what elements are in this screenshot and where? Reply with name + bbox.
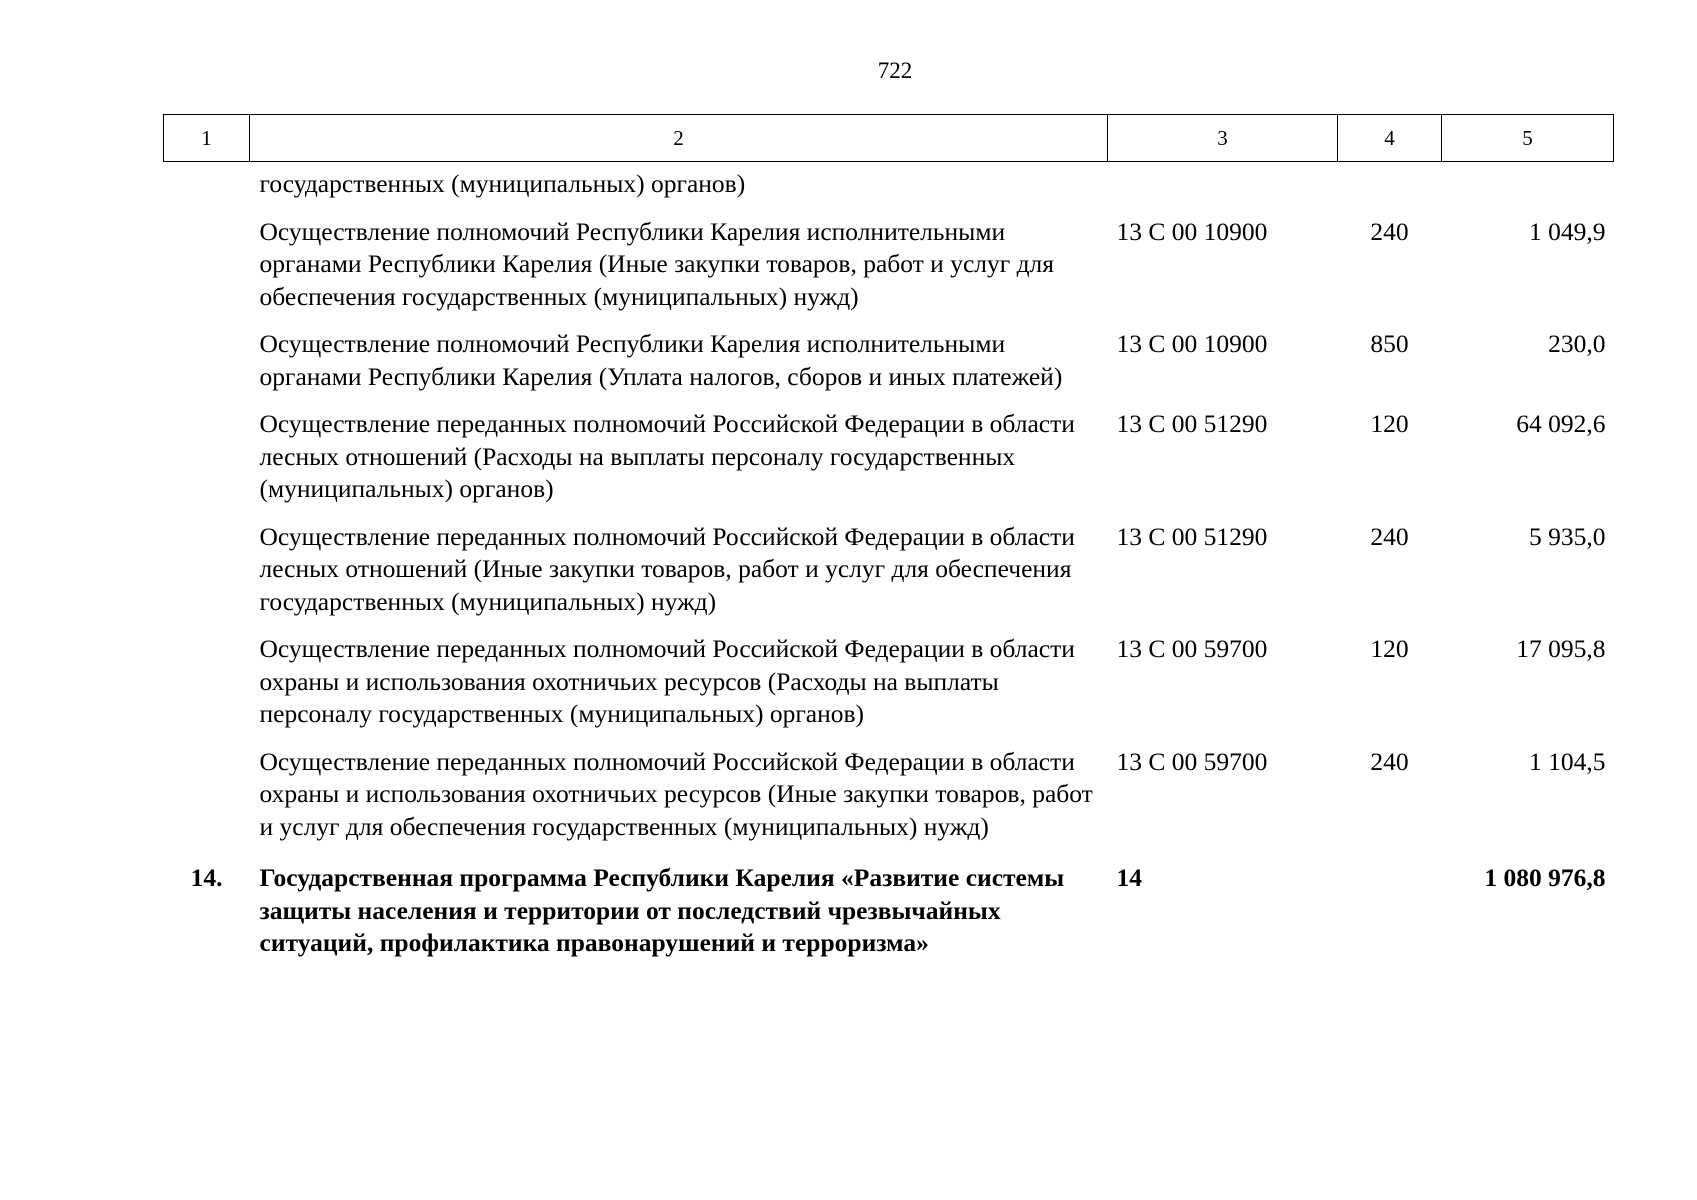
row-number: [164, 618, 250, 731]
row-code: 13 С 00 51290: [1116, 521, 1268, 551]
row-name: Осуществление полномочий Республики Карелия исполнительными органами Республики Карелия (Уплата налогов, сборов и иных платежей): [259, 329, 1063, 391]
row-number: [164, 162, 250, 201]
row-code: 13 С 00 10900: [1116, 329, 1268, 358]
table-header: [164, 115, 1614, 162]
program-code: 14: [1116, 863, 1142, 892]
row-code: 13 С 00 59700: [1116, 746, 1268, 776]
header-col-3: 3: [1108, 115, 1338, 162]
row-amount: 230,0: [1548, 329, 1606, 358]
row-amount: 64 092,6: [1516, 409, 1606, 438]
table-row: [164, 201, 1614, 314]
program-type: [1338, 843, 1442, 960]
row-code: 13 С 00 10900: [1116, 216, 1268, 246]
table-body: [164, 162, 1614, 960]
row-name: Осуществление переданных полномочий Российской Федерации в области лесных отношений (Иные закупки товаров, работ и услуг для обеспечения государственных (муниципальных) нужд): [259, 521, 1075, 616]
row-amount: 1 049,9: [1529, 216, 1606, 246]
header-col-4: 4: [1338, 115, 1442, 162]
program-number: 14.: [190, 863, 223, 892]
row-name: Осуществление переданных полномочий Российской Федерации в области охраны и использования охотничьих ресурсов (Иные закупки товаров, работ и услуг для обеспечения государственных (муниципальных) нужд): [259, 746, 1093, 841]
row-number: [164, 731, 250, 844]
row-code: 13 С 00 51290: [1116, 409, 1268, 438]
row-name: государственных (муниципальных) органов): [259, 169, 746, 198]
row-number: [164, 506, 250, 619]
table-row: [164, 618, 1614, 731]
header-row: [164, 115, 1614, 162]
row-amount: 1 104,5: [1529, 746, 1606, 776]
row-number: [164, 201, 250, 314]
row-amount: [1442, 162, 1614, 201]
row-code: [1108, 162, 1338, 201]
row-name: Осуществление переданных полномочий Российской Федерации в области лесных отношений (Расходы на выплаты персоналу государственных (муниципальных) органов): [259, 409, 1075, 503]
row-amount: 5 935,0: [1529, 521, 1606, 551]
row-number: [164, 313, 250, 393]
row-type: 120: [1370, 634, 1409, 663]
budget-table: [163, 114, 1614, 960]
program-row: [164, 843, 1614, 960]
program-amount: 1 080 976,8: [1484, 863, 1606, 892]
program-name: Государственная программа Республики Карелия «Развитие системы защиты населения и территории от последствий чрезвычайных ситуаций, профилактика правонарушений и терроризма»: [259, 863, 1065, 957]
table-row: [164, 313, 1614, 393]
table-row: [164, 506, 1614, 619]
header-col-1: 1: [164, 115, 250, 162]
page-number: 722: [877, 58, 913, 83]
row-number: [164, 393, 250, 506]
row-type: 120: [1370, 409, 1409, 438]
row-code: 13 С 00 59700: [1116, 634, 1268, 663]
row-type: 240: [1370, 746, 1409, 776]
header-col-2: 2: [250, 115, 1108, 162]
row-amount: 17 095,8: [1516, 634, 1606, 663]
row-type: 850: [1370, 329, 1409, 358]
row-type: 240: [1370, 216, 1409, 246]
table-row: [164, 731, 1614, 844]
row-type: 240: [1370, 521, 1409, 551]
row-type: [1338, 162, 1442, 201]
table-row: [164, 393, 1614, 506]
table-row: [164, 162, 1614, 201]
row-name: Осуществление полномочий Республики Карелия исполнительными органами Республики Карелия (Иные закупки товаров, работ и услуг для обеспечения государственных (муниципальных) нужд): [259, 216, 1055, 311]
header-col-5: 5: [1442, 115, 1614, 162]
row-name: Осуществление переданных полномочий Российской Федерации в области охраны и использования охотничьих ресурсов (Расходы на выплаты персоналу государственных (муниципальных) органов): [259, 634, 1075, 728]
